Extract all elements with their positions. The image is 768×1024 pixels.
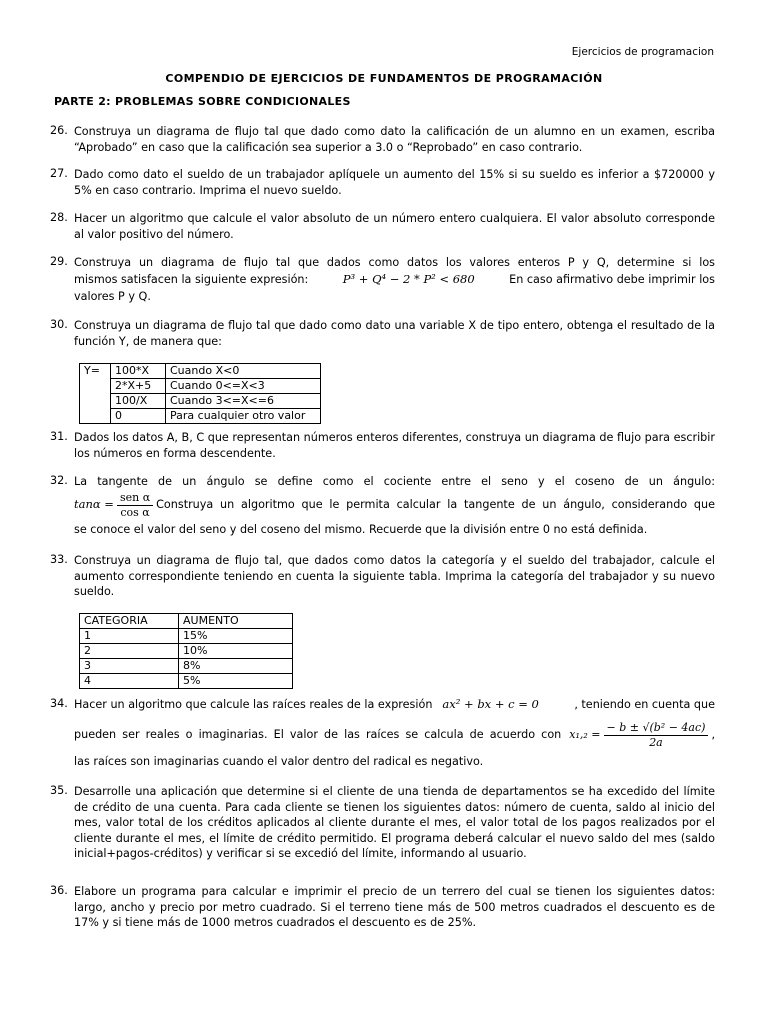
problem-text: Desarrolle una aplicación que determine si el cliente de una tienda de departamentos se ha excedido del límite de crédito de una cuenta. Para cada cliente se tienen los siguientes datos: número de cuenta, saldo al inicio del mes, valor total de los créditos aplicados al cliente durante el mes, el valor total de los pagos realizados por el cliente durante el mes, el límite de crédito permitido. El programa deberá calcular el nuevo saldo del mes (saldo inicial+pagos-créditos) y verificar si se excedió del límite, informando al usuario. (74, 785, 715, 860)
tangent-fraction (117, 491, 153, 520)
problem-text-line3: las raíces son imaginarias cuando el valor dentro del radical es negativo. (74, 754, 484, 768)
problem-35 (50, 784, 715, 862)
text-segment: Construya un algoritmo que le permita calcular la tangente de un ángulo, considerando que (156, 498, 715, 512)
table-row (80, 659, 293, 674)
problem-30 (50, 318, 715, 349)
problem-text: Dado como dato el sueldo de un trabajador aplíquele un aumento del 15% si su sueldo es inferior a $720000 y 5% en caso contrario. Imprima el nuevo sueldo. (74, 168, 715, 197)
table-cell: 5% (179, 674, 293, 689)
problem-text: Elabore un programa para calcular e imprimir el precio de un terrero del cual se tienen los siguientes datos: largo, ancho y precio por metro cuadrado. Si el terreno tiene más de 500 metros cuadrados el descuento es de 17% y si tiene más de 1000 metros cuadrados el descuento es de 25%. (74, 885, 715, 929)
function-table (79, 363, 321, 424)
problem-text-line3: valores P y Q. (74, 290, 151, 303)
problem-text-line2 (74, 491, 715, 520)
table-cell: 100*X (111, 364, 166, 379)
section-title: PARTE 2: PROBLEMAS SOBRE CONDICIONALES (54, 95, 351, 108)
problem-32 (50, 474, 715, 537)
fraction-numerator: sen α (117, 491, 153, 506)
problem-number: 26. (50, 124, 68, 137)
text-segment: mismos satisfacen la siguiente expresión: (74, 272, 309, 286)
problem-text: Construya un diagrama de flujo tal que dado como dato una variable X de tipo entero, obtenga el resultado de la función Y, de manera que: (74, 319, 715, 348)
problem-number: 32. (50, 474, 68, 487)
function-label: Y= (80, 364, 111, 424)
text-segment: Hacer un algoritmo que calcule las raíces reales de la expresión (74, 698, 433, 711)
category-table (79, 613, 293, 689)
fraction-denominator: cos α (120, 505, 150, 519)
table-row (80, 409, 321, 424)
table-cell: 15% (179, 629, 293, 644)
problem-number: 29. (50, 255, 68, 268)
quadratic-expression: ax² + bx + c = 0 (442, 697, 539, 711)
problem-text: Hacer un algoritmo que calcule el valor absoluto de un número entero cualquiera. El valor absoluto corresponde al valor positivo del número. (74, 212, 715, 241)
problem-34 (50, 697, 715, 769)
table-cell: Cuando 0<=X<3 (166, 379, 321, 394)
table-header-row (80, 614, 293, 629)
problem-27 (50, 167, 715, 198)
table-cell: 0 (111, 409, 166, 424)
problem-number: 31. (50, 430, 68, 443)
text-segment: En caso afirmativo debe imprimir los (509, 272, 715, 286)
problem-33 (50, 553, 715, 600)
table-cell: 2*X+5 (111, 379, 166, 394)
inequality-formula: P³ + Q⁴ − 2 * P² < 680 (342, 271, 475, 286)
table-cell: Cuando 3<=X<=6 (166, 394, 321, 409)
table-cell: Cuando X<0 (166, 364, 321, 379)
problem-text-line2: pueden ser reales o imaginarias. El valor de las raíces se calcula de acuerdo con x₁,₂ = $\frac{\text{− b ± √(b² − 4ac)}}{2a}$ , (74, 720, 715, 749)
table-cell: 8% (179, 659, 293, 674)
problem-text-line1: La tangente de un ángulo se define como el cociente entre el seno y el coseno de un ángulo: (74, 475, 715, 488)
problem-number: 36. (50, 884, 68, 897)
fraction-numerator: − b ± √(b² − 4ac) (604, 721, 709, 736)
text-segment: , teniendo en cuenta que (574, 698, 715, 711)
table-cell: 3 (80, 659, 179, 674)
problem-text-line1: Construya un diagrama de flujo tal que dados como datos los valores enteros P y Q, determine si los (74, 256, 715, 269)
problem-text: Construya un diagrama de flujo tal que dado como dato la calificación de un alumno en un examen, escriba “Aprobado” en caso que la calificación sea superior a 3.0 o “Reprobado” en caso contrario. (74, 125, 715, 154)
problem-number: 33. (50, 553, 68, 566)
problem-36 (50, 884, 715, 931)
problem-text-line1 (74, 697, 715, 713)
table-cell: 10% (179, 644, 293, 659)
problem-number: 27. (50, 167, 68, 180)
roots-lhs: x₁,₂ = (569, 728, 601, 742)
problem-26 (50, 124, 715, 155)
table-row (80, 674, 293, 689)
document-title: COMPENDIO DE EJERCICIOS DE FUNDAMENTOS DE PROGRAMACIÓN (165, 72, 603, 85)
problem-text: Construya un diagrama de flujo tal, que dados como datos la categoría y el sueldo del trabajador, calcule el aumento correspondiente teniendo en cuenta la siguiente tabla. Imprima la categoría del trabajador y su nuevo sueldo. (74, 554, 715, 598)
table-cell: 2 (80, 644, 179, 659)
column-header: CATEGORIA (80, 614, 179, 629)
problem-28 (50, 211, 715, 242)
problem-text-line3: se conoce el valor del seno y del coseno del mismo. Recuerde que la división entre 0 no está definida. (74, 522, 648, 536)
problem-text: Dados los datos A, B, C que representan números enteros diferentes, construya un diagrama de flujo para escribir los números en forma descendente. (74, 431, 715, 460)
problem-number: 30. (50, 318, 68, 331)
problem-31 (50, 430, 715, 461)
problem-text-line2 (74, 272, 715, 288)
problem-number: 35. (50, 784, 68, 797)
table-row (80, 394, 321, 409)
table-cell: 1 (80, 629, 179, 644)
fraction-denominator: 2a (649, 735, 663, 749)
quadratic-formula-fraction (604, 721, 709, 750)
table-cell: Para cualquier otro valor (166, 409, 321, 424)
table-cell: 100/X (111, 394, 166, 409)
problem-29 (50, 255, 715, 305)
table-row (80, 364, 321, 379)
table-row (80, 379, 321, 394)
table-cell: 4 (80, 674, 179, 689)
running-header: Ejercicios de programacion (571, 46, 714, 58)
table-row (80, 644, 293, 659)
tangent-lhs: tanα = (74, 497, 114, 512)
table-row (80, 629, 293, 644)
text-segment: pueden ser reales o imaginarias. El valor de las raíces se calcula de acuerdo con (74, 728, 562, 742)
problem-number: 34. (50, 697, 68, 710)
column-header: AUMENTO (179, 614, 293, 629)
problem-number: 28. (50, 211, 68, 224)
